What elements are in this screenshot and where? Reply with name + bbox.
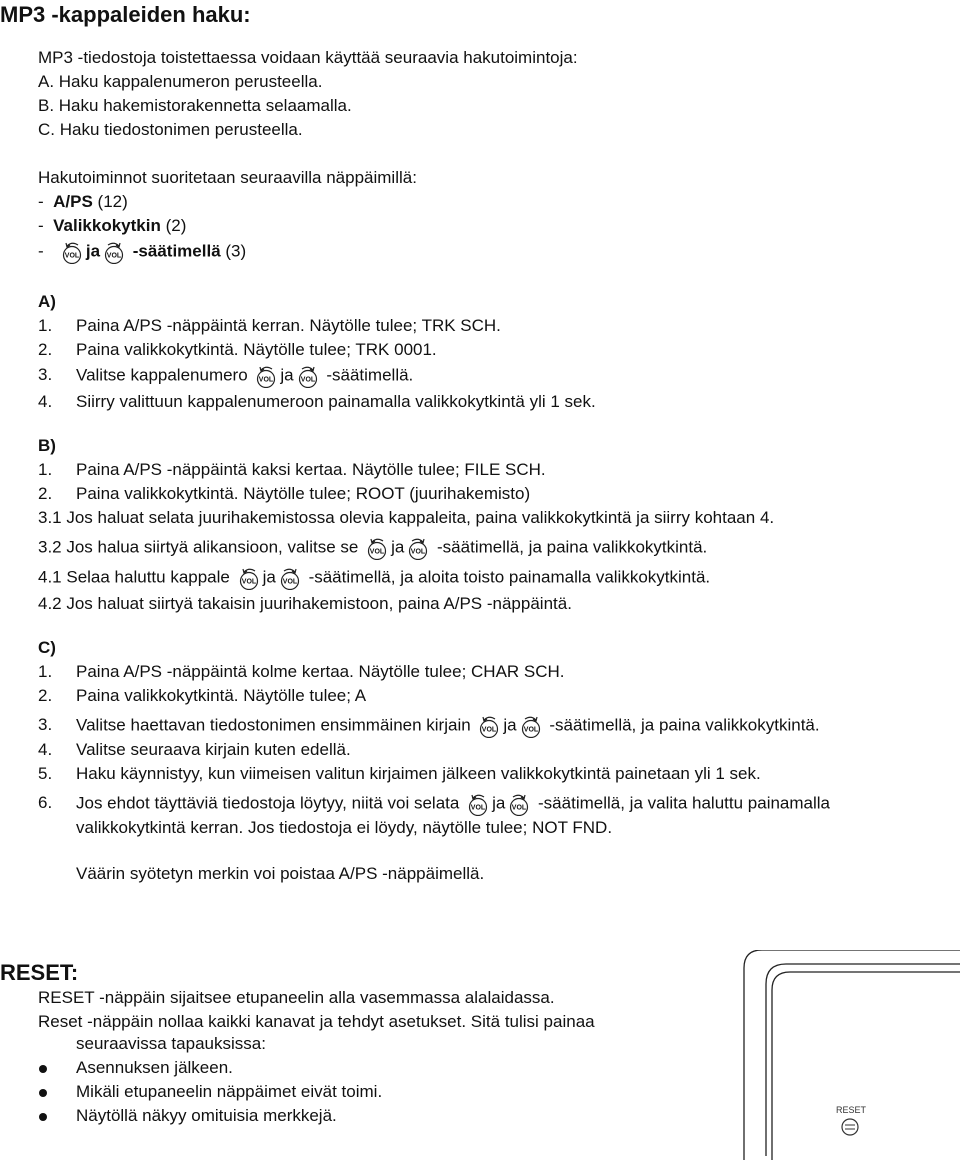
reset-panel-label: RESET <box>836 1105 867 1115</box>
key-ref: (3) <box>220 241 247 261</box>
dash: - <box>38 216 44 235</box>
section-title-mp3: MP3 -kappaleiden haku: <box>0 2 251 27</box>
mode-c: C. Haku tiedostonimen perusteella. <box>38 120 303 139</box>
a-step-2 <box>38 340 437 360</box>
b-step-3-1: 3.1 Jos haluat selata juurihakemistossa olevia kappaleita, paina valikkokytkintä ja siirry kohtaan 4. <box>38 508 775 527</box>
vol-up-icon <box>253 364 279 388</box>
step-num: 1. <box>38 316 53 335</box>
step-num: 2. <box>38 340 53 359</box>
step-num: 2. <box>38 686 53 705</box>
svg-text:VOL: VOL <box>482 726 497 734</box>
step-text: Paina valikkokytkintä. Näytölle tulee; TRK 0001. <box>76 340 437 359</box>
heading-b: B) <box>38 436 56 455</box>
b-step-3-2 <box>38 536 707 560</box>
vol-up-icon <box>236 566 262 590</box>
front-panel-drawing <box>742 950 960 1162</box>
step-text: Paina valikkokytkintä. Näytölle tulee; A <box>76 686 367 705</box>
b-step-1 <box>38 460 546 480</box>
intro-text: MP3 -tiedostoja toistettaessa voidaan käyttää seuraavia hakutoimintoja: <box>38 48 578 67</box>
vol-down-icon <box>101 240 127 264</box>
a-step-4 <box>38 392 596 412</box>
reset-button-icon[interactable] <box>842 1119 858 1135</box>
key-menu-switch <box>38 216 186 236</box>
svg-text:VOL: VOL <box>282 578 298 586</box>
key-aps <box>38 192 128 212</box>
c-step-4 <box>38 740 351 760</box>
step-num: 6. <box>38 793 53 813</box>
ja-text: ja <box>391 537 405 557</box>
ja-text: ja <box>503 715 517 735</box>
vol-down-icon <box>405 536 431 560</box>
svg-text:VOL: VOL <box>300 376 315 384</box>
ja-text: ja <box>85 241 101 261</box>
bullet-dot <box>39 1113 47 1121</box>
svg-text:VOL: VOL <box>106 252 122 260</box>
reset-p2-cont: seuraavissa tapauksissa: <box>76 1034 266 1053</box>
svg-text:VOL: VOL <box>369 548 385 556</box>
key-ref: (2) <box>160 216 187 235</box>
svg-text:VOL: VOL <box>64 252 80 260</box>
key-name: A/PS <box>53 192 93 211</box>
step-num: 5. <box>38 764 53 783</box>
ja-text: ja <box>280 365 294 385</box>
keys-intro: Hakutoiminnot suoritetaan seuraavilla näppäimillä: <box>38 168 417 187</box>
step-text: Paina valikkokytkintä. Näytölle tulee; ROOT (juurihakemisto) <box>76 484 531 503</box>
mode-b: B. Haku hakemistorakennetta selaamalla. <box>38 96 352 115</box>
step-text: 4.1 Selaa haluttu kappale <box>38 567 235 587</box>
step-text: -säätimellä, ja aloita toisto painamalla valikkokytkintä. <box>303 567 711 587</box>
step-num: 1. <box>38 662 53 681</box>
reset-p1: RESET -näppäin sijaitsee etupaneelin alla vasemmassa alalaidassa. <box>38 988 555 1007</box>
step-text: Paina A/PS -näppäintä kolme kertaa. Näytölle tulee; CHAR SCH. <box>76 662 565 681</box>
bullet-dot <box>39 1065 47 1073</box>
reset-bullet-1: Asennuksen jälkeen. <box>76 1058 233 1077</box>
step-num: 2. <box>38 484 53 503</box>
reset-bullet-3: Näytöllä näkyy omituisia merkkejä. <box>76 1106 337 1125</box>
c-step-3 <box>38 714 820 738</box>
step-num: 4. <box>38 392 53 411</box>
svg-text:VOL: VOL <box>512 804 527 812</box>
ja-text: ja <box>262 567 276 587</box>
heading-a: A) <box>38 292 56 311</box>
key-name: -säätimellä <box>132 241 221 261</box>
step-text: Valitse seuraava kirjain kuten edellä. <box>76 740 351 759</box>
front-panel-illustration <box>742 950 960 1162</box>
vol-up-icon <box>476 714 502 738</box>
reset-bullet-2: Mikäli etupaneelin näppäimet eivät toimi. <box>76 1082 383 1101</box>
svg-text:VOL: VOL <box>470 804 486 812</box>
vol-down-icon <box>295 364 321 388</box>
c-step-1 <box>38 662 565 682</box>
mode-a: A. Haku kappalenumeron perusteella. <box>38 72 323 91</box>
vol-down-icon <box>506 792 532 816</box>
dash: - <box>38 241 44 261</box>
bullet-dot <box>39 1089 47 1097</box>
vol-up-icon <box>364 536 390 560</box>
key-name: Valikkokytkin <box>53 216 161 235</box>
svg-text:VOL: VOL <box>241 578 256 586</box>
dash: - <box>38 192 44 211</box>
vol-down-icon <box>518 714 544 738</box>
ja-text: ja <box>492 793 506 813</box>
step-text: -säätimellä, ja paina valikkokytkintä. <box>544 715 820 735</box>
b-step-2 <box>38 484 530 504</box>
vol-up-icon <box>59 240 85 264</box>
step-text: -säätimellä, ja paina valikkokytkintä. <box>432 537 708 557</box>
b-step-4-1 <box>38 566 710 590</box>
a-step-3 <box>38 364 413 388</box>
step-text: Jos ehdot täyttäviä tiedostoja löytyy, niitä voi selata <box>76 793 465 813</box>
step-text: Haku käynnistyy, kun viimeisen valitun kirjaimen jälkeen valikkokytkintä painetaan yli 1 sek. <box>76 764 761 783</box>
step-text: -säätimellä. <box>321 365 414 385</box>
svg-text:VOL: VOL <box>259 376 274 384</box>
key-vol <box>38 240 246 264</box>
b-step-4-2: 4.2 Jos haluat siirtyä takaisin juurihakemistoon, paina A/PS -näppäintä. <box>38 594 572 613</box>
vol-down-icon <box>277 566 303 590</box>
step-text: Valitse kappalenumero <box>76 365 253 385</box>
step-text: Siirry valittuun kappalenumeroon painamalla valikkokytkintä yli 1 sek. <box>76 392 596 411</box>
step-text: -säätimellä, ja valita haluttu painamalla <box>533 793 831 813</box>
svg-text:VOL: VOL <box>523 726 538 734</box>
step-text: Paina A/PS -näppäintä kerran. Näytölle tulee; TRK SCH. <box>76 316 501 335</box>
step-text: Paina A/PS -näppäintä kaksi kertaa. Näytölle tulee; FILE SCH. <box>76 460 546 479</box>
heading-c: C) <box>38 638 56 657</box>
a-step-1 <box>38 316 501 336</box>
step-num: 3. <box>38 715 53 735</box>
step-num: 4. <box>38 740 53 759</box>
step-num: 1. <box>38 460 53 479</box>
section-title-reset: RESET: <box>0 960 79 985</box>
c-note: Väärin syötetyn merkin voi poistaa A/PS -näppäimellä. <box>76 864 485 883</box>
reset-p2: Reset -näppäin nollaa kaikki kanavat ja tehdyt asetukset. Sitä tulisi painaa <box>38 1012 595 1031</box>
key-ref: (12) <box>92 192 128 211</box>
step-num: 3. <box>38 365 53 385</box>
svg-text:VOL: VOL <box>411 548 426 556</box>
step-text: 3.2 Jos halua siirtyä alikansioon, valitse se <box>38 537 364 557</box>
step-text: Valitse haettavan tiedostonimen ensimmäinen kirjain <box>76 715 476 735</box>
c-step-6 <box>38 792 830 816</box>
vol-up-icon <box>465 792 491 816</box>
c-step-6-cont: valikkokytkintä kerran. Jos tiedostoja ei löydy, näytölle tulee; NOT FND. <box>76 818 613 837</box>
c-step-2 <box>38 686 366 706</box>
c-step-5 <box>38 764 761 784</box>
